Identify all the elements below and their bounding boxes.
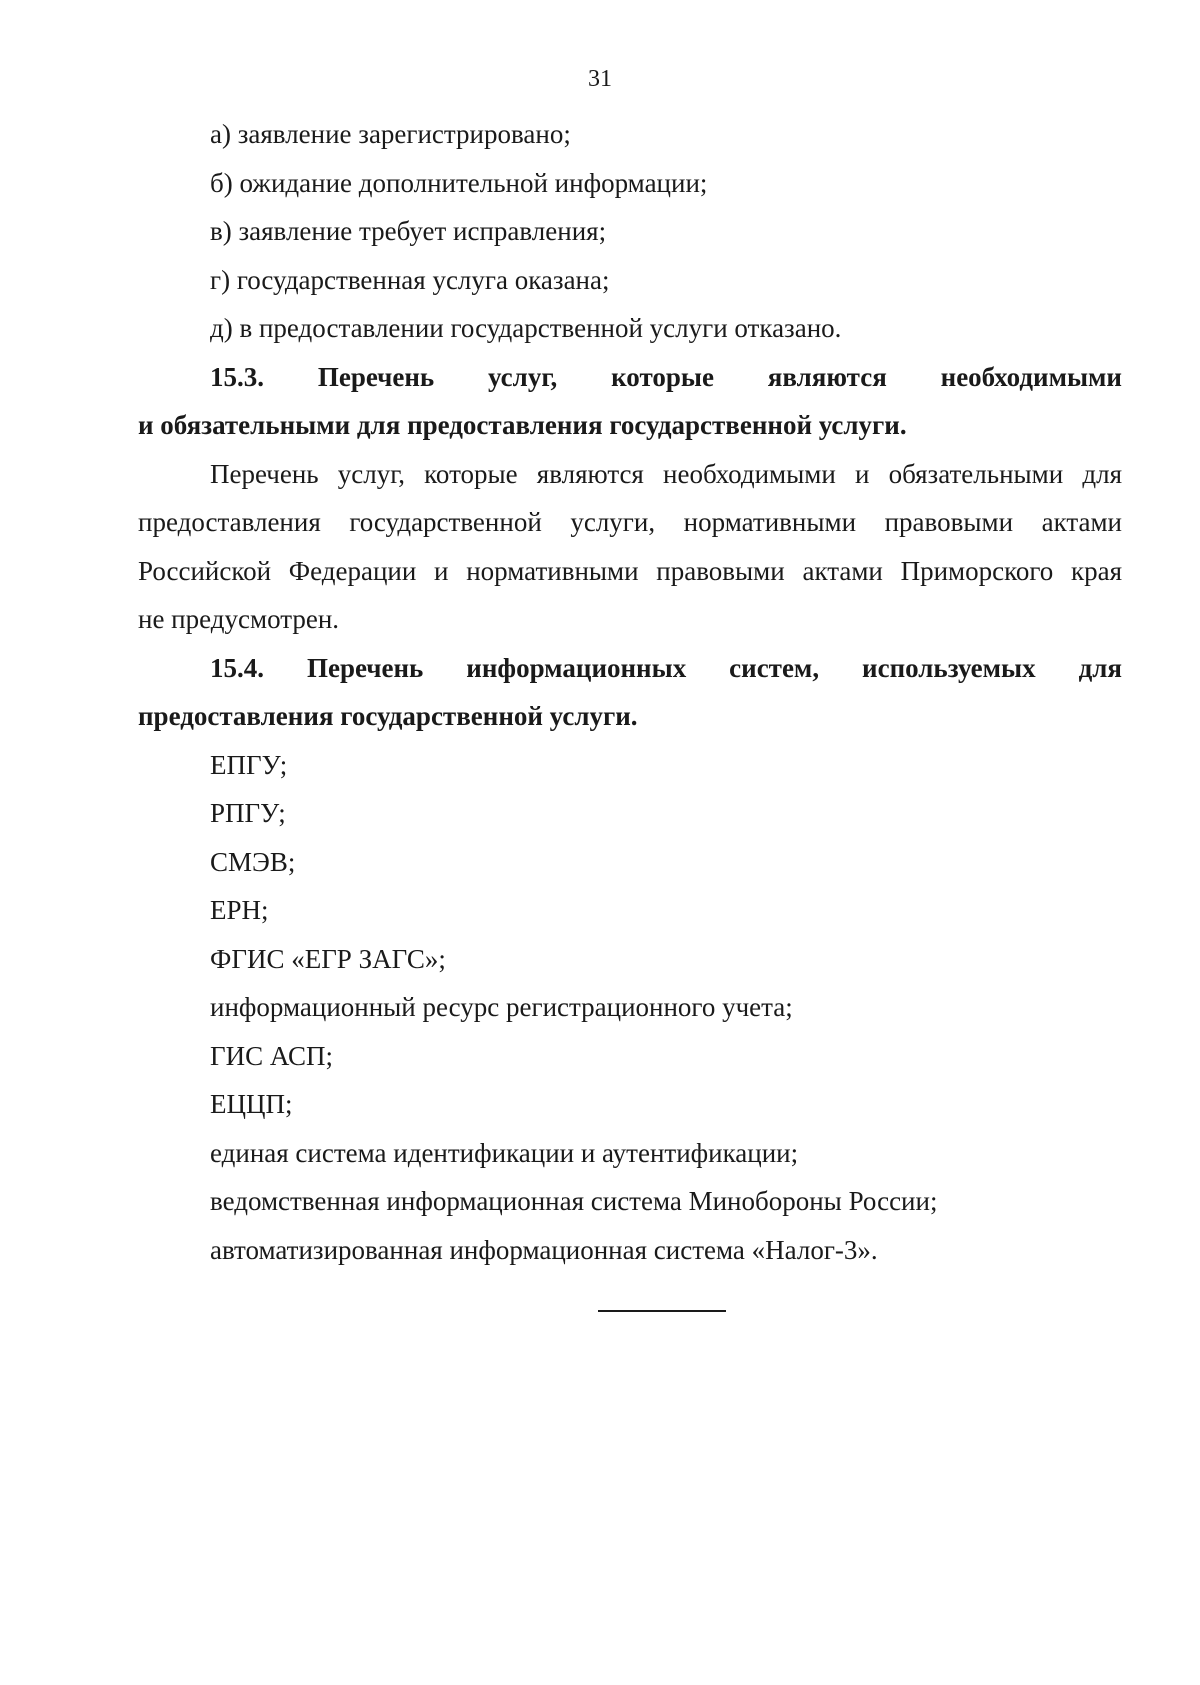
system-item: ведомственная информационная система Минобороны России; bbox=[210, 1186, 938, 1216]
system-item: автоматизированная информационная система «Налог-3». bbox=[210, 1234, 878, 1265]
system-item: ЕРН; bbox=[210, 895, 269, 925]
status-list bbox=[138, 110, 1122, 353]
status-item: д) в предоставлении государственной услуги отказано. bbox=[210, 313, 842, 343]
page-content bbox=[138, 110, 1122, 1274]
section-15-4-heading-line2: предоставления государственной услуги. bbox=[138, 701, 638, 731]
page-number: 31 bbox=[588, 66, 612, 92]
system-item: ЕПГУ; bbox=[210, 749, 288, 780]
status-item: б) ожидание дополнительной информации; bbox=[210, 167, 708, 198]
section-15-4-heading-line1: 15.4. Перечень информационных систем, используемых для bbox=[210, 652, 1122, 683]
system-item: ФГИС «ЕГР ЗАГС»; bbox=[210, 943, 446, 974]
section-15-3 bbox=[138, 353, 1122, 644]
systems-list bbox=[138, 741, 1122, 1275]
system-item: единая система идентификации и аутентификации; bbox=[210, 1137, 799, 1168]
system-item: ГИС АСП; bbox=[210, 1040, 334, 1071]
system-item: СМЭВ; bbox=[210, 846, 296, 877]
section-15-4 bbox=[138, 644, 1122, 1275]
section-15-3-paragraph-line: предоставления государственной услуги, нормативными правовыми актами bbox=[138, 507, 1122, 537]
status-item: в) заявление требует исправления; bbox=[210, 216, 607, 246]
system-item: информационный ресурс регистрационного учета; bbox=[210, 992, 793, 1022]
section-15-3-heading-line1: 15.3. Перечень услуг, которые являются необходимыми bbox=[210, 361, 1122, 392]
section-15-3-heading-line2: и обязательными для предоставления государственной услуги. bbox=[138, 410, 907, 440]
status-item: г) государственная услуга оказана; bbox=[210, 264, 610, 295]
section-15-3-paragraph-line: Российской Федерации и нормативными правовыми актами Приморского края bbox=[138, 555, 1122, 586]
end-of-document-rule bbox=[598, 1310, 726, 1312]
system-item: ЕЦЦП; bbox=[210, 1089, 293, 1119]
section-15-3-paragraph-line: Перечень услуг, которые являются необходимыми и обязательными для bbox=[210, 458, 1122, 489]
system-item: РПГУ; bbox=[210, 798, 286, 828]
section-15-3-paragraph-line: не предусмотрен. bbox=[138, 604, 340, 634]
status-item: а) заявление зарегистрировано; bbox=[210, 119, 571, 149]
